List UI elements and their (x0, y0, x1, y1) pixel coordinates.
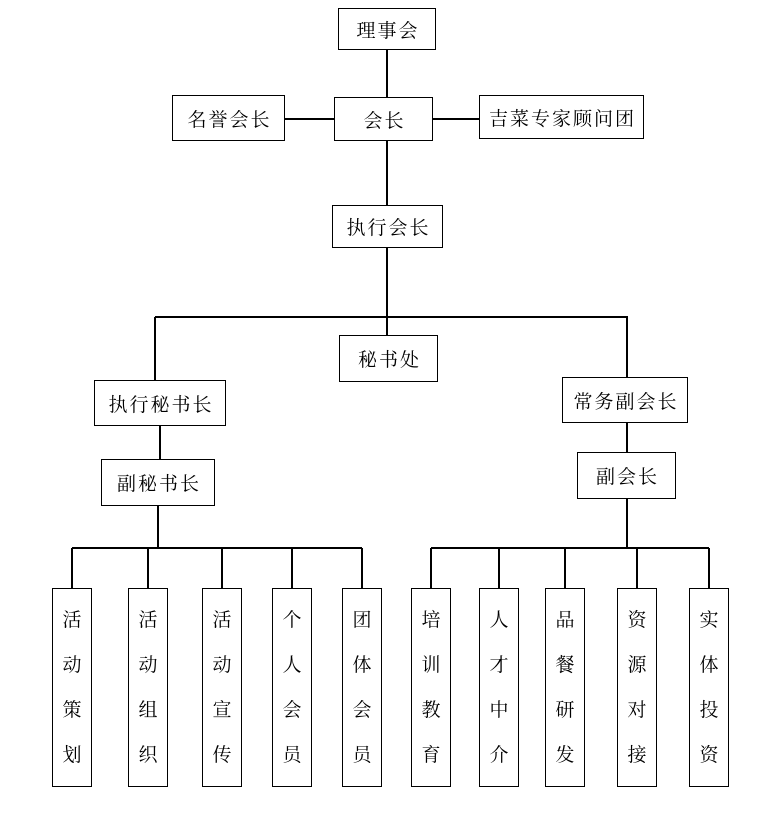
node-deputy-secretary-general (101, 459, 215, 506)
connector-line (386, 248, 388, 335)
connector-line (157, 506, 159, 548)
connector-line (159, 426, 161, 459)
connector-line (386, 141, 388, 205)
node-label: 资源对接 (627, 609, 647, 766)
connector-line (564, 548, 566, 588)
node-label: 个人会员 (282, 609, 302, 766)
node-executive-president (332, 205, 443, 248)
connector-line (147, 548, 149, 588)
node-label: 实体投资 (699, 609, 719, 766)
node-label: 培训教育 (421, 609, 441, 766)
node-vice-president (577, 452, 676, 499)
node-board (338, 8, 436, 50)
node-standing-vice-president (562, 377, 688, 423)
node-secretariat (339, 335, 438, 382)
node-dept-activity-organization (128, 588, 168, 787)
node-label: 品餐研发 (555, 609, 575, 766)
node-dept-activity-planning (52, 588, 92, 787)
node-label: 活动宣传 (212, 609, 232, 766)
connector-line (155, 316, 628, 318)
connector-line (221, 548, 223, 588)
node-dept-training-education (411, 588, 451, 787)
node-dept-activity-publicity (202, 588, 242, 787)
node-label: 常务副会长 (573, 391, 679, 413)
connector-line (498, 548, 500, 588)
node-honorary-president (172, 95, 285, 141)
node-label: 副秘书长 (116, 474, 201, 495)
node-executive-secretary-general (94, 380, 226, 426)
connector-line (71, 548, 73, 588)
node-label: 会长 (363, 110, 406, 132)
connector-line (361, 548, 363, 588)
node-label: 理事会 (356, 20, 420, 42)
connector-line (431, 547, 709, 549)
node-label: 活动组织 (138, 609, 158, 766)
connector-line (430, 548, 432, 588)
node-dept-entity-investment (689, 588, 729, 787)
node-label: 副会长 (595, 467, 659, 488)
node-label: 团体会员 (352, 609, 372, 766)
connector-line (433, 118, 479, 120)
connector-line (285, 118, 334, 120)
node-dept-group-members (342, 588, 382, 787)
node-advisory-group (479, 95, 644, 139)
node-dept-cuisine-rnd (545, 588, 585, 787)
node-president (334, 97, 433, 141)
connector-line (626, 317, 628, 377)
connector-line (636, 548, 638, 588)
connector-line (626, 423, 628, 452)
node-dept-talent-agency (479, 588, 519, 787)
connector-line (72, 547, 362, 549)
node-label: 活动策划 (62, 609, 82, 766)
node-label: 名誉会长 (187, 109, 272, 131)
connector-line (386, 50, 388, 97)
node-label: 秘书处 (357, 350, 421, 371)
node-label: 执行会长 (346, 218, 431, 239)
node-label: 吉菜专家顾问团 (488, 108, 636, 130)
connector-line (291, 548, 293, 588)
connector-line (154, 317, 156, 380)
node-dept-individual-members (272, 588, 312, 787)
node-dept-resource-matching (617, 588, 657, 787)
connector-line (708, 548, 710, 588)
connector-line (626, 499, 628, 548)
node-label: 执行秘书长 (108, 394, 214, 416)
node-label: 人才中介 (489, 609, 509, 766)
